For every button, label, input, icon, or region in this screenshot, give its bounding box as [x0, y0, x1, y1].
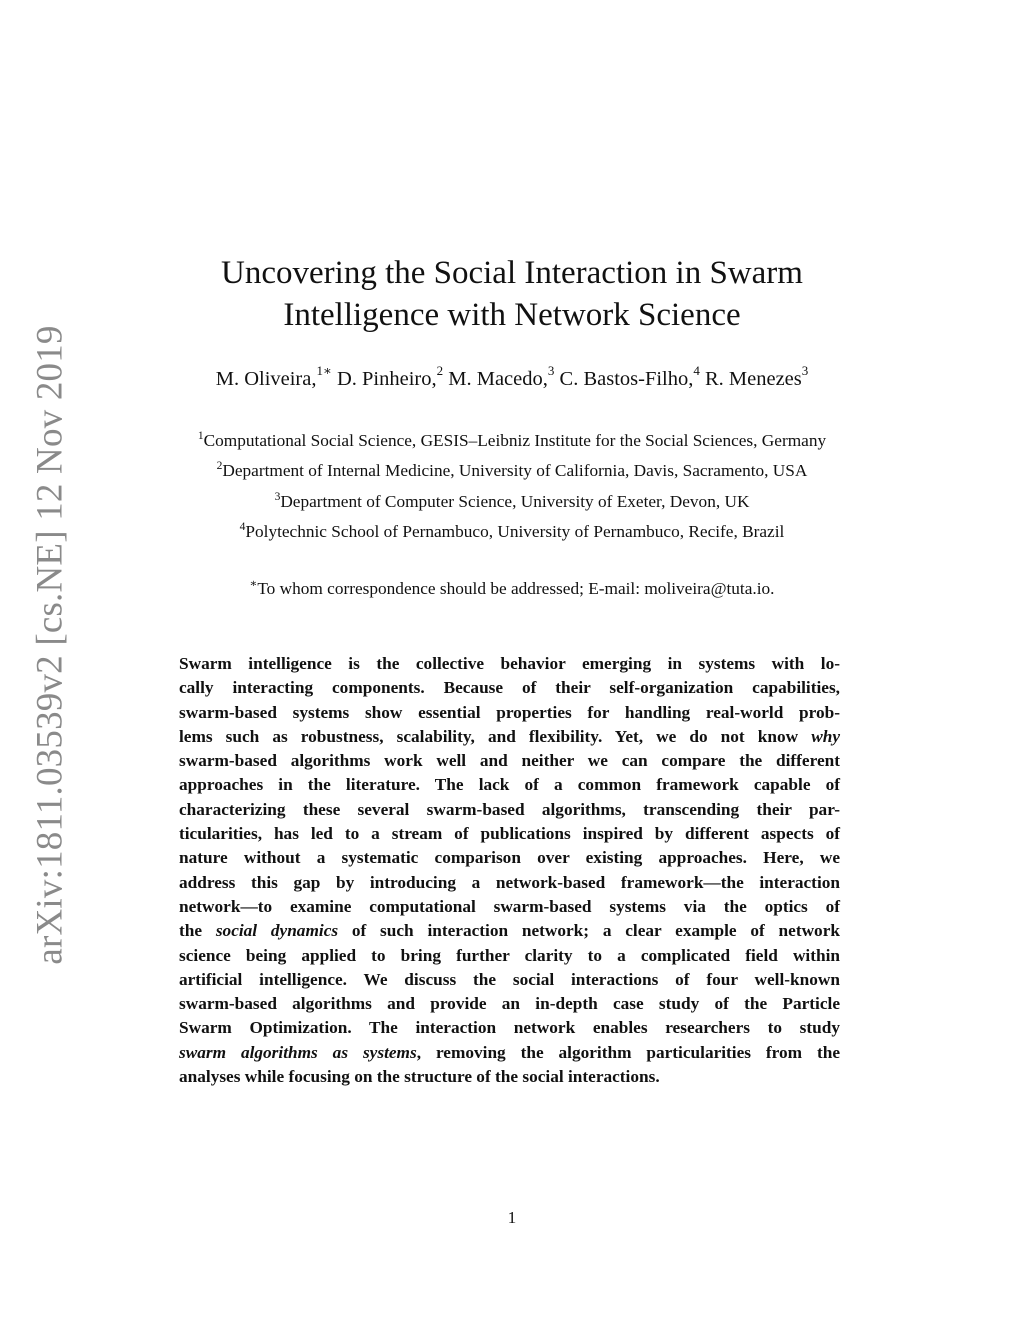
author-name: D. Pinheiro,	[336, 368, 437, 390]
paper-title-line-1: Uncovering the Social Interaction in Swarm	[221, 255, 803, 291]
author-list	[0, 363, 1024, 392]
abstract-line: swarm-based algorithms work well and neither we can compare the different	[179, 751, 840, 771]
abstract-line	[179, 919, 840, 943]
affiliation-text: Department of Computer Science, University of Exeter, Devon, UK	[280, 491, 750, 511]
abstract-line: ticularities, has led to a stream of publications inspired by different aspects of	[179, 824, 840, 844]
affiliation-text: Department of Internal Medicine, University of California, Davis, Sacramento, USA	[222, 461, 808, 481]
abstract-line: approaches in the literature. The lack of a common framework capable of	[179, 775, 840, 795]
correspondence-marker: ∗	[249, 578, 258, 591]
abstract-line	[179, 1041, 840, 1065]
abstract-text: the	[179, 921, 203, 941]
emphasis-text: social dynamics	[215, 921, 339, 941]
author-affiliation-marker: 2	[436, 363, 444, 379]
author-name: M. Oliveira,	[215, 368, 317, 390]
abstract-line: network—to examine computational swarm-based systems via the optics of	[179, 896, 840, 916]
emphasis-text: swarm algorithms as systems	[179, 1042, 417, 1062]
abstract-line: swarm-based systems show essential properties for handling real-world prob-	[179, 702, 840, 722]
paper-title	[0, 252, 1024, 336]
affiliation-item	[0, 517, 1024, 547]
abstract-line: artificial intelligence. We discuss the social interactions of four well-known	[179, 969, 840, 989]
author-affiliation-marker: 4	[693, 363, 700, 379]
author-name: M. Macedo,	[448, 368, 548, 390]
page-number: 1	[507, 1208, 517, 1227]
affiliation-item	[0, 487, 1024, 517]
abstract	[179, 652, 840, 1089]
abstract-line: nature without a systematic comparison over existing approaches. Here, we	[179, 848, 840, 868]
affiliation-text: Computational Social Science, GESIS–Leibniz Institute for the Social Sciences, Germany	[203, 431, 827, 450]
affiliation-item	[0, 456, 1024, 486]
affiliation-marker: 1	[197, 430, 204, 443]
correspondence-note	[0, 577, 1024, 601]
affiliation-marker: 3	[274, 490, 281, 503]
abstract-line: cally interacting components. Because of their self-organization capabilities,	[179, 678, 840, 698]
abstract-line	[179, 725, 840, 749]
abstract-text: of such interaction network; a clear example of network	[351, 921, 840, 941]
author-name: C. Bastos-Filho,	[559, 368, 694, 390]
author-affiliation-marker: 3	[547, 363, 555, 379]
author-affiliation-marker: 3	[801, 363, 809, 379]
arxiv-identifier-stamp: arXiv:1811.03539v2 [cs.NE] 12 Nov 2019	[29, 325, 71, 965]
affiliation-marker: 2	[216, 460, 223, 473]
abstract-line: analyses while focusing on the structure of the social interactions.	[179, 1067, 660, 1087]
author-name: R. Menezes	[704, 368, 802, 390]
correspondence-text: To whom correspondence should be addressed; E-mail: moliveira@tuta.io.	[257, 579, 775, 598]
affiliation-marker: 4	[239, 521, 246, 534]
abstract-line: characterizing these several swarm-based algorithms, transcending their par-	[179, 799, 840, 819]
paper-title-line-2: Intelligence with Network Science	[283, 297, 741, 333]
abstract-line: address this gap by introducing a network-based framework—the interaction	[179, 872, 840, 892]
affiliation-item	[0, 426, 1024, 456]
author-affiliation-marker: 1∗	[316, 363, 332, 379]
affiliation-list	[0, 426, 1024, 547]
emphasis-text: why	[811, 726, 840, 746]
affiliation-text: Polytechnic School of Pernambuco, University of Pernambuco, Recife, Brazil	[245, 521, 785, 541]
abstract-text: , removing the algorithm particularities from the	[416, 1042, 840, 1062]
abstract-line: Swarm intelligence is the collective behavior emerging in systems with lo-	[179, 654, 840, 673]
abstract-line: science being applied to bring further clarity to a complicated field within	[179, 945, 840, 965]
abstract-text: lems such as robustness, scalability, and flexibility. Yet, we do not know	[179, 726, 799, 746]
abstract-line: swarm-based algorithms and provide an in-depth case study of the Particle	[179, 994, 840, 1014]
abstract-line: Swarm Optimization. The interaction network enables researchers to study	[179, 1018, 840, 1038]
